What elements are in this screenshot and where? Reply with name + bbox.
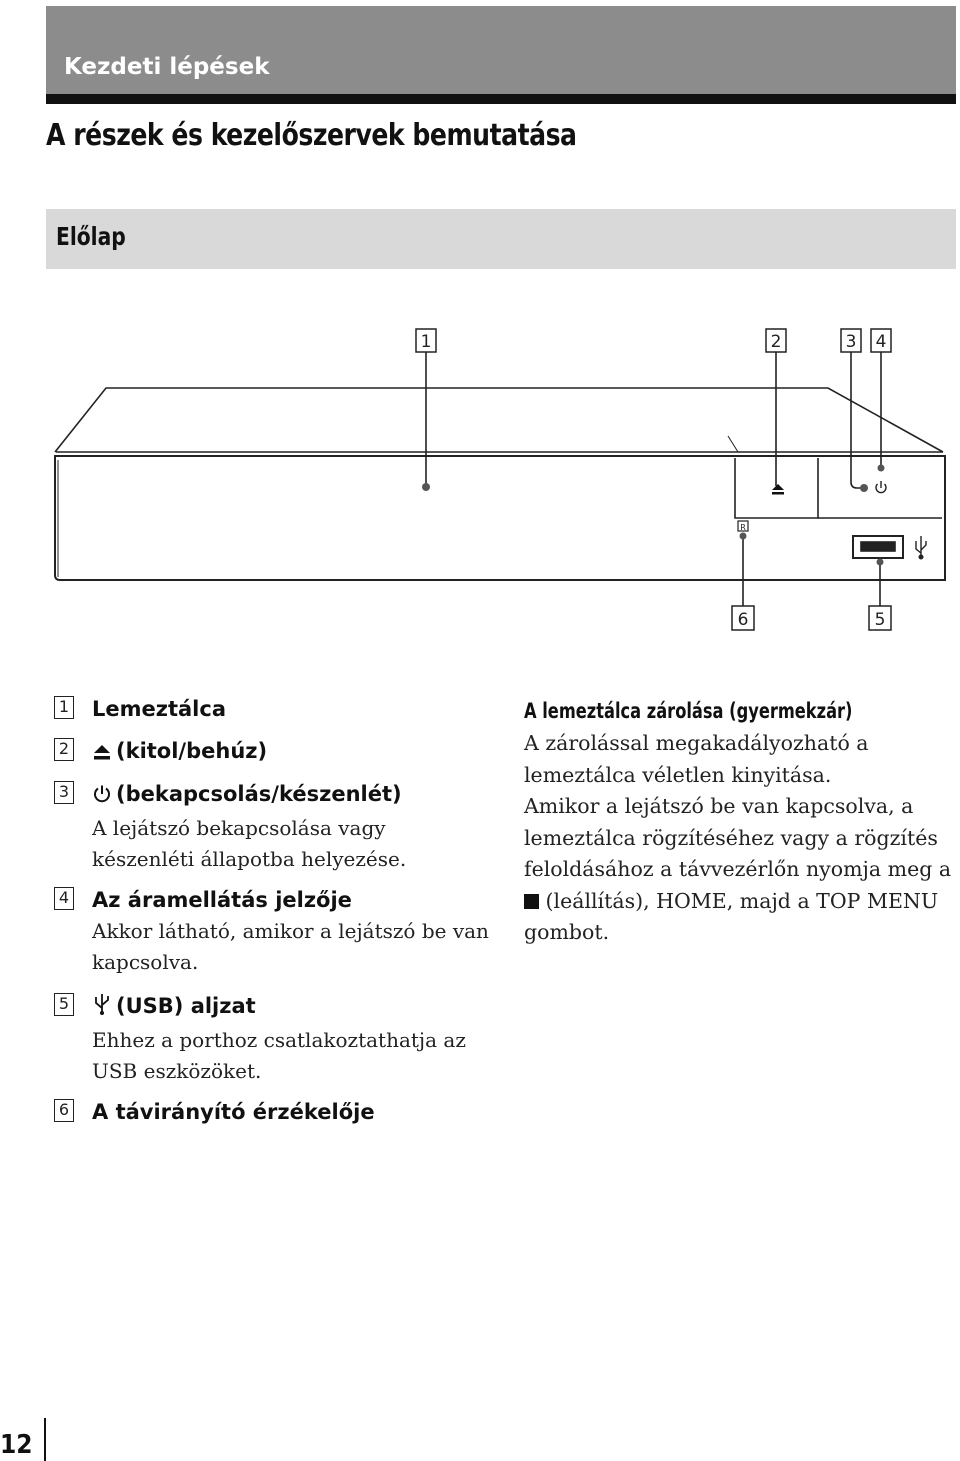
callout-1: 1	[420, 332, 432, 352]
stop-icon	[524, 894, 539, 909]
list-item	[50, 779, 490, 885]
callout-2: 2	[770, 332, 782, 352]
subsection-title: Előlap	[56, 222, 126, 251]
callout-5: 5	[874, 610, 886, 630]
item-number: 2	[54, 738, 74, 761]
eject-icon	[772, 484, 784, 495]
callout-3: 3	[845, 332, 857, 352]
section-label: Kezdeti lépések	[64, 54, 270, 80]
item-title: A távirányító érzékelője	[92, 1100, 375, 1124]
svg-text:R: R	[740, 523, 746, 532]
item-description: A lejátszó bekapcsolása vagy készenléti állapotba helyezése.	[92, 816, 407, 871]
item-title: Az áramellátás jelzője	[92, 888, 352, 912]
list-item	[50, 736, 490, 779]
item-title: (bekapcsolás/készenlét)	[116, 782, 402, 806]
child-lock-text	[524, 728, 954, 949]
item-title: (kitol/behúz)	[116, 739, 268, 763]
list-item	[50, 1097, 490, 1137]
item-number: 6	[54, 1099, 74, 1122]
usb-icon	[916, 536, 926, 559]
item-number: 3	[54, 781, 74, 804]
item-title: (USB) aljzat	[116, 994, 256, 1018]
page-number: 12	[0, 1430, 33, 1460]
device-front-diagram	[0, 320, 960, 640]
item-title-row	[92, 736, 490, 769]
callout-6: 6	[737, 610, 749, 630]
child-lock-section	[524, 696, 954, 949]
item-title: Lemeztálca	[92, 697, 226, 721]
page-number-rule	[44, 1418, 46, 1461]
child-lock-paragraph-2: Amikor a lejátszó be van kapcsolva, a lemeztálca rögzítéséhez vagy a rögzítés feloldásához a távvezérlőn nyomja meg a	[524, 794, 952, 881]
section-header-bar	[46, 6, 956, 94]
item-number: 4	[54, 887, 74, 910]
child-lock-paragraph-2-end: (leállítás), HOME, majd a TOP MENU gombot.	[524, 888, 939, 944]
item-description: Akkor látható, amikor a lejátszó be van kapcsolva.	[92, 919, 489, 974]
usb-icon	[92, 992, 116, 1024]
list-item	[50, 885, 490, 991]
list-item	[50, 694, 490, 736]
subsection-bar	[46, 209, 956, 269]
remote-sensor-icon	[738, 521, 748, 532]
child-lock-heading: A lemeztálca zárolása (gyermekzár)	[524, 699, 853, 723]
item-description: Ehhez a porthoz csatlakoztathatja az USB eszközöket.	[92, 1028, 466, 1083]
item-number: 1	[54, 696, 74, 719]
header-rule	[46, 94, 956, 104]
power-icon	[92, 782, 116, 812]
list-item	[50, 991, 490, 1097]
power-icon	[876, 481, 886, 493]
item-number: 5	[54, 993, 74, 1016]
callout-4: 4	[875, 332, 887, 352]
eject-icon	[92, 739, 116, 769]
item-title-row	[92, 779, 490, 812]
page-title: A részek és kezelőszervek bemutatása	[46, 118, 577, 153]
item-title-row	[92, 991, 490, 1024]
child-lock-paragraph-1: A zárolással megakadályozható a lemeztálca véletlen kinyitása.	[524, 731, 869, 787]
parts-list	[50, 694, 490, 1137]
